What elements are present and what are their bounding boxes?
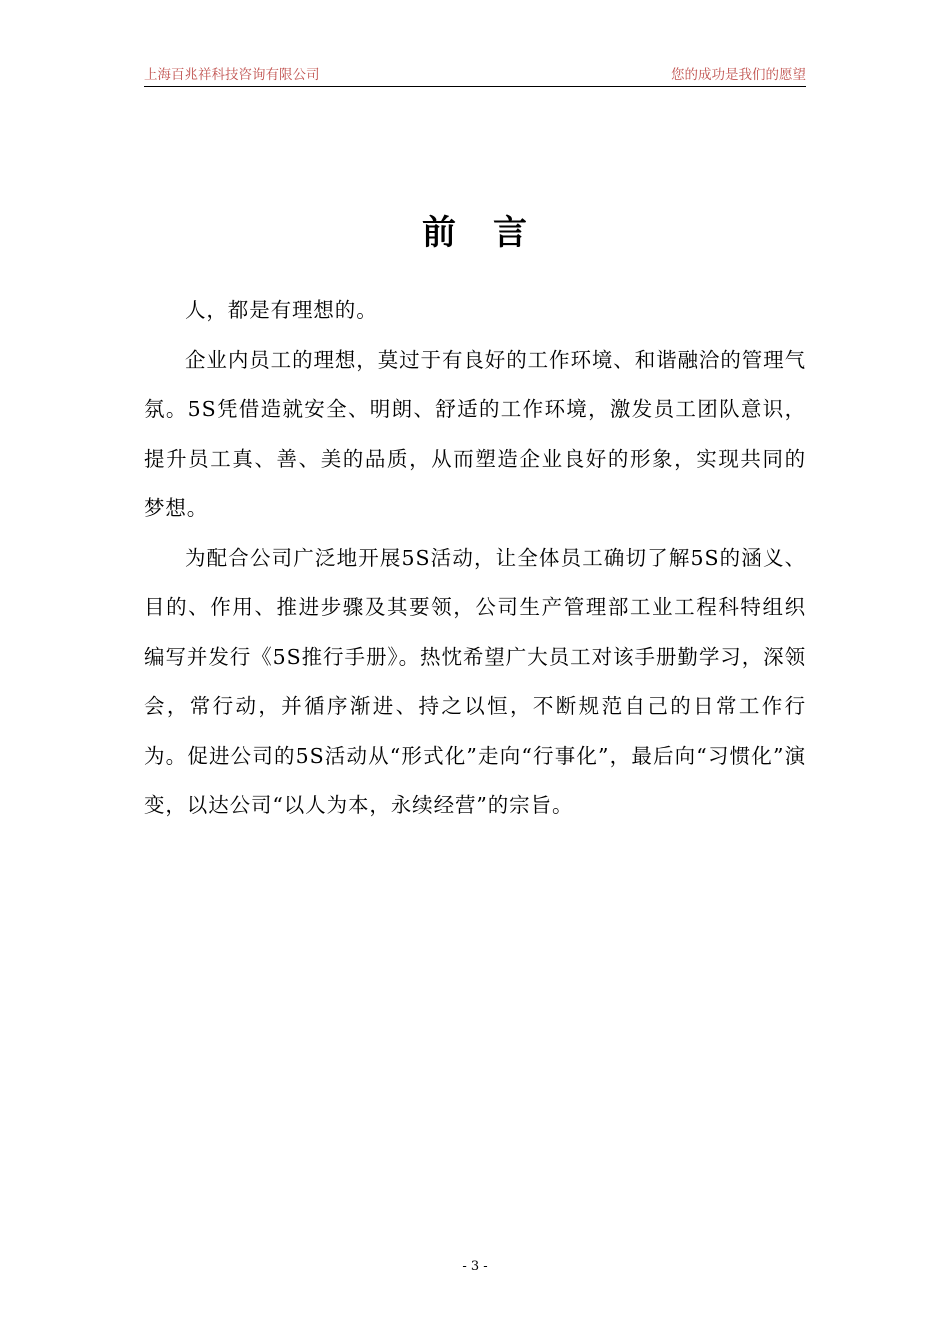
header-company-name: 上海百兆祥科技咨询有限公司: [144, 67, 320, 83]
paragraph-1: 人，都是有理想的。: [185, 298, 378, 322]
body-text: [144, 286, 806, 831]
paragraph-3: 为配合公司广泛地开展5S活动，让全体员工确切了解5S的涵义、目的、作用、推进步骤及其要领，公司生产管理部工业工程科特组织编写并发行《5S推行手册》。热忱希望广大员工对该手册勤学习，深领会，常行动，并循序渐进、持之以恒，不断规范自己的日常工作行为。促进公司的5S活动从“形式化”走向“行事化”，最后向“习惯化”演变，以达公司“以人为本，永续经营”的宗旨。: [144, 545, 806, 817]
page-number: - 3 -: [462, 1259, 488, 1274]
header-slogan: 您的成功是我们的愿望: [671, 67, 806, 83]
page-header: [144, 66, 806, 87]
page-title: [0, 209, 950, 257]
paragraph-2: 企业内员工的理想，莫过于有良好的工作环境、和谐融洽的管理气氛。5S凭借造就安全、明朗、舒适的工作环境，激发员工团队意识，提升员工真、善、美的品质，从而塑造企业良好的形象，实现共同的梦想。: [144, 347, 806, 520]
page-title-part-1: 前: [422, 213, 457, 253]
page-title-part-2: 言: [493, 213, 528, 253]
